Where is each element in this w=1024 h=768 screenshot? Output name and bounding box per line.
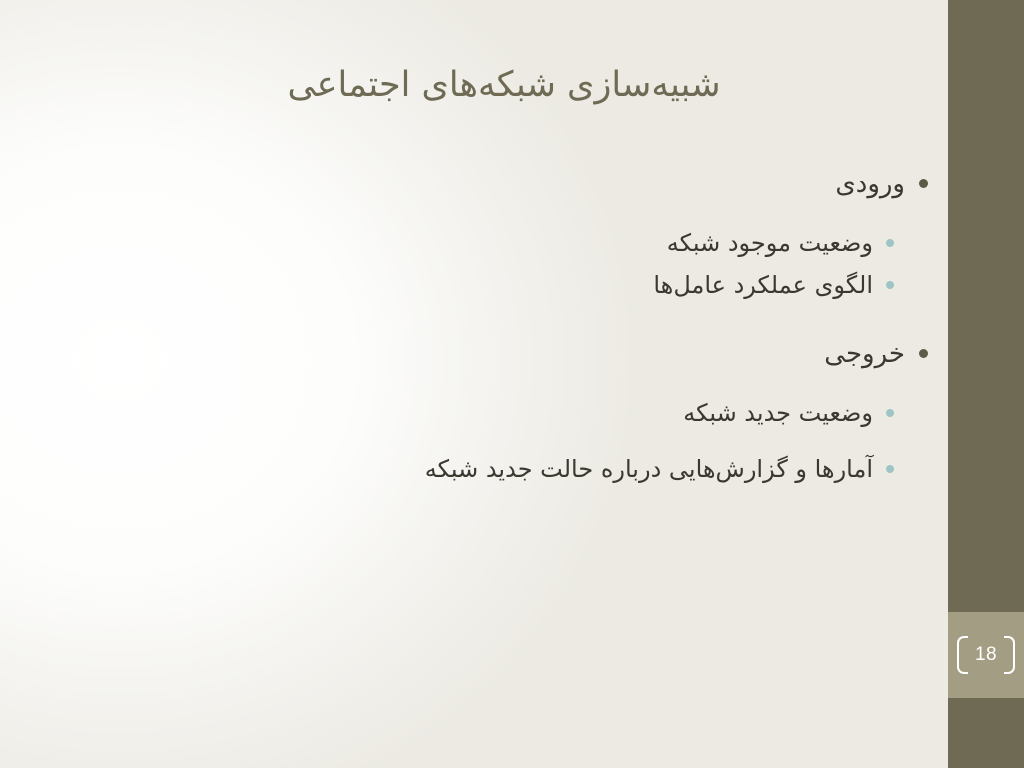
bullet-list [128, 165, 928, 493]
bullet-dot-icon [919, 349, 928, 358]
page-number-block [948, 612, 1024, 698]
list-item [667, 224, 928, 262]
list-item [653, 266, 928, 304]
bullet-dot-icon [886, 239, 894, 247]
bullet-dot-icon [919, 179, 928, 188]
list-item [835, 165, 928, 204]
bullet-dot-icon [886, 281, 894, 289]
list-item [425, 450, 928, 488]
slide-title: شبیه‌سازی شبکه‌های اجتماعی [287, 65, 721, 105]
list-item-label: الگوی عملکرد عامل‌ها [653, 271, 873, 300]
list-item [683, 394, 928, 432]
list-item-label: ورودی [835, 169, 905, 199]
bracket-left-decoration [957, 636, 968, 674]
list-item-label: وضعیت موجود شبکه [666, 229, 873, 257]
page-number: 18 [974, 644, 998, 665]
bracket-right-decoration [1004, 636, 1015, 674]
list-item-label: آمارها و گزارش‌هایی درباره حالت جدید شبکه [424, 455, 873, 484]
list-item-label: خروجی [824, 338, 905, 369]
list-item [824, 335, 928, 374]
slide-content [128, 165, 928, 493]
bullet-dot-icon [886, 465, 894, 473]
list-item-label: وضعیت جدید شبکه [683, 398, 873, 427]
bullet-dot-icon [886, 409, 894, 417]
